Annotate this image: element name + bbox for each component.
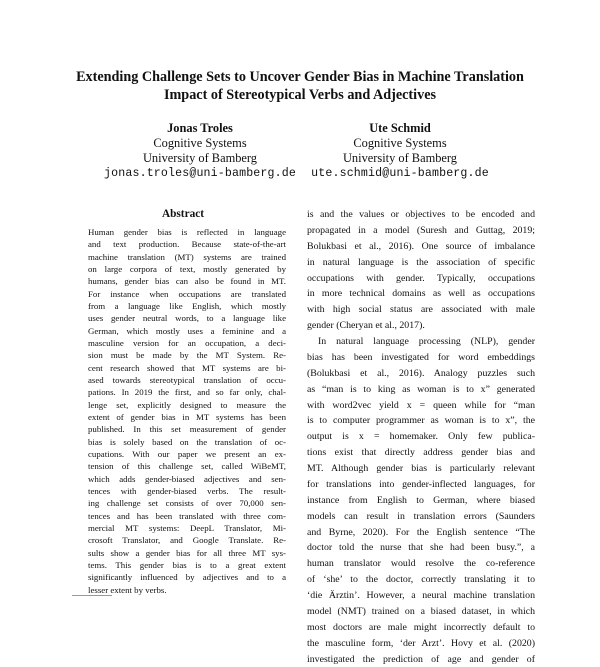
title-line-1: Extending Challenge Sets to Uncover Gender Bias in Machine Translation — [40, 68, 560, 86]
author-email: jonas.troles@uni-bamberg.de — [85, 166, 315, 181]
text-line: tences with gender-biased verbs. The result- — [88, 485, 286, 497]
text-line: most doctors are male might incorrectly default to — [307, 620, 535, 636]
text-line: with word2vec yield x = queen while for “man — [307, 398, 535, 414]
text-line: ing challenge set consists of over 70,000 sen- — [88, 497, 286, 509]
text-line: as “man is to king as woman is to x” generated — [307, 382, 535, 398]
author-institution: University of Bamberg — [285, 151, 515, 166]
text-line: is and the values or objectives to be encoded and — [307, 207, 535, 223]
text-line: tences and has been translated with three com- — [88, 510, 286, 522]
text-line: occupations with gender. Typically, occupations — [307, 271, 535, 287]
author-email: ute.schmid@uni-bamberg.de — [285, 166, 515, 181]
text-line: model (NMT) trained on a biased dataset, in which — [307, 604, 535, 620]
text-line: lenge set, explicitly designed to measure the — [88, 399, 286, 411]
text-line: For instance when occupations are translated — [88, 288, 286, 300]
text-line: output is x = homemaker. Only few publica- — [307, 429, 535, 445]
text-line: and Byrne, 2020). For the English sentence “The — [307, 525, 535, 541]
text-line: (Bolukbasi et al., 2016). Analogy puzzles such — [307, 366, 535, 382]
text-line: humans, gender bias can also be found in MT. — [88, 275, 286, 287]
text-line: for translations into gender-inflected languages, for — [307, 477, 535, 493]
abstract-text — [88, 226, 286, 596]
text-line: mercial MT systems: DeepL Translator, Mi- — [88, 522, 286, 534]
text-line: significantly influenced by adjectives and to a — [88, 571, 286, 583]
text-line: cent research showed that MT systems are bi- — [88, 362, 286, 374]
text-line: is to computer programmer as woman is to x”, the — [307, 413, 535, 429]
text-line: bias has been investigated for word embeddings — [307, 350, 535, 366]
text-line: In natural language processing (NLP), gender — [307, 334, 535, 350]
text-line: Bolukbasi et al., 2016). One source of imbalance — [307, 239, 535, 255]
text-line: sults show a gender bias for all three MT sys- — [88, 547, 286, 559]
text-line: the masculine form, ‘der Arzt’. Hovy et al. (2020) — [307, 636, 535, 652]
text-line: uses gender neutral words, to a language like — [88, 312, 286, 324]
footnote-rule — [72, 595, 112, 596]
text-line: cupations. With our paper we present an ex- — [88, 448, 286, 460]
text-line: with high social status are associated with male — [307, 302, 535, 318]
text-line: on large corpora of text, mostly generated by — [88, 263, 286, 275]
text-line: bias is solely based on the translation of oc- — [88, 436, 286, 448]
text-line: ased towards stereotypical translation of occu- — [88, 374, 286, 386]
paper-title — [40, 68, 560, 104]
text-line: which adds gender-biased adjectives and sen- — [88, 473, 286, 485]
text-line: doctor told the nurse that she had been busy.”, a — [307, 540, 535, 556]
text-line: Human gender bias is reflected in language — [88, 226, 286, 238]
author-name: Ute Schmid — [285, 121, 515, 136]
author-block-1 — [85, 121, 315, 181]
body-column-right — [307, 207, 535, 667]
text-line: ‘die Ärztin’. However, a neural machine translation — [307, 588, 535, 604]
author-block-2 — [285, 121, 515, 181]
text-line: machine translation (MT) systems are trained — [88, 251, 286, 263]
text-line: published. In this set measurement of gender — [88, 423, 286, 435]
text-line: in more technical domains as well as occupations — [307, 286, 535, 302]
text-line: instance from English to German, where biased — [307, 493, 535, 509]
text-line: human translator would resolve the co-reference — [307, 556, 535, 572]
text-line: tension of this challenge set, called WiBeMT, — [88, 460, 286, 472]
text-line: pations. In 2019 the first, and so far only, chal- — [88, 386, 286, 398]
text-line: gender (Cheryan et al., 2017). — [307, 318, 535, 334]
text-line: masculine version for an occupation, a deci- — [88, 337, 286, 349]
text-line: extent of gender bias in MT systems has been — [88, 411, 286, 423]
text-line: of ‘she’ to the doctor, correctly translating it to — [307, 572, 535, 588]
author-affiliation: Cognitive Systems — [285, 136, 515, 151]
text-line: tems. This gender bias is to a great extent — [88, 559, 286, 571]
title-line-2: Impact of Stereotypical Verbs and Adjectives — [40, 86, 560, 104]
author-name: Jonas Troles — [85, 121, 315, 136]
text-line: German, which mostly uses a feminine and a — [88, 325, 286, 337]
text-line: MT. Although gender bias is particularly relevant — [307, 461, 535, 477]
text-line: in natural language is the association of specific — [307, 255, 535, 271]
text-line: from a language like English, which mostly — [88, 300, 286, 312]
text-line: sion must be made by the MT System. Re- — [88, 349, 286, 361]
text-line: investigated the prediction of age and gender of — [307, 652, 535, 667]
text-line: models can result in translation errors (Saunders — [307, 509, 535, 525]
text-line: crosoft Translator, and Google Translate. Re- — [88, 534, 286, 546]
author-institution: University of Bamberg — [85, 151, 315, 166]
text-line: lesser extent by verbs. — [88, 584, 286, 596]
abstract-heading: Abstract — [88, 208, 278, 220]
text-line: tions exist that directly address gender bias and — [307, 445, 535, 461]
text-line: propagated in a model (Suresh and Guttag, 2019; — [307, 223, 535, 239]
text-line: and text production. Because state-of-the-art — [88, 238, 286, 250]
author-affiliation: Cognitive Systems — [85, 136, 315, 151]
